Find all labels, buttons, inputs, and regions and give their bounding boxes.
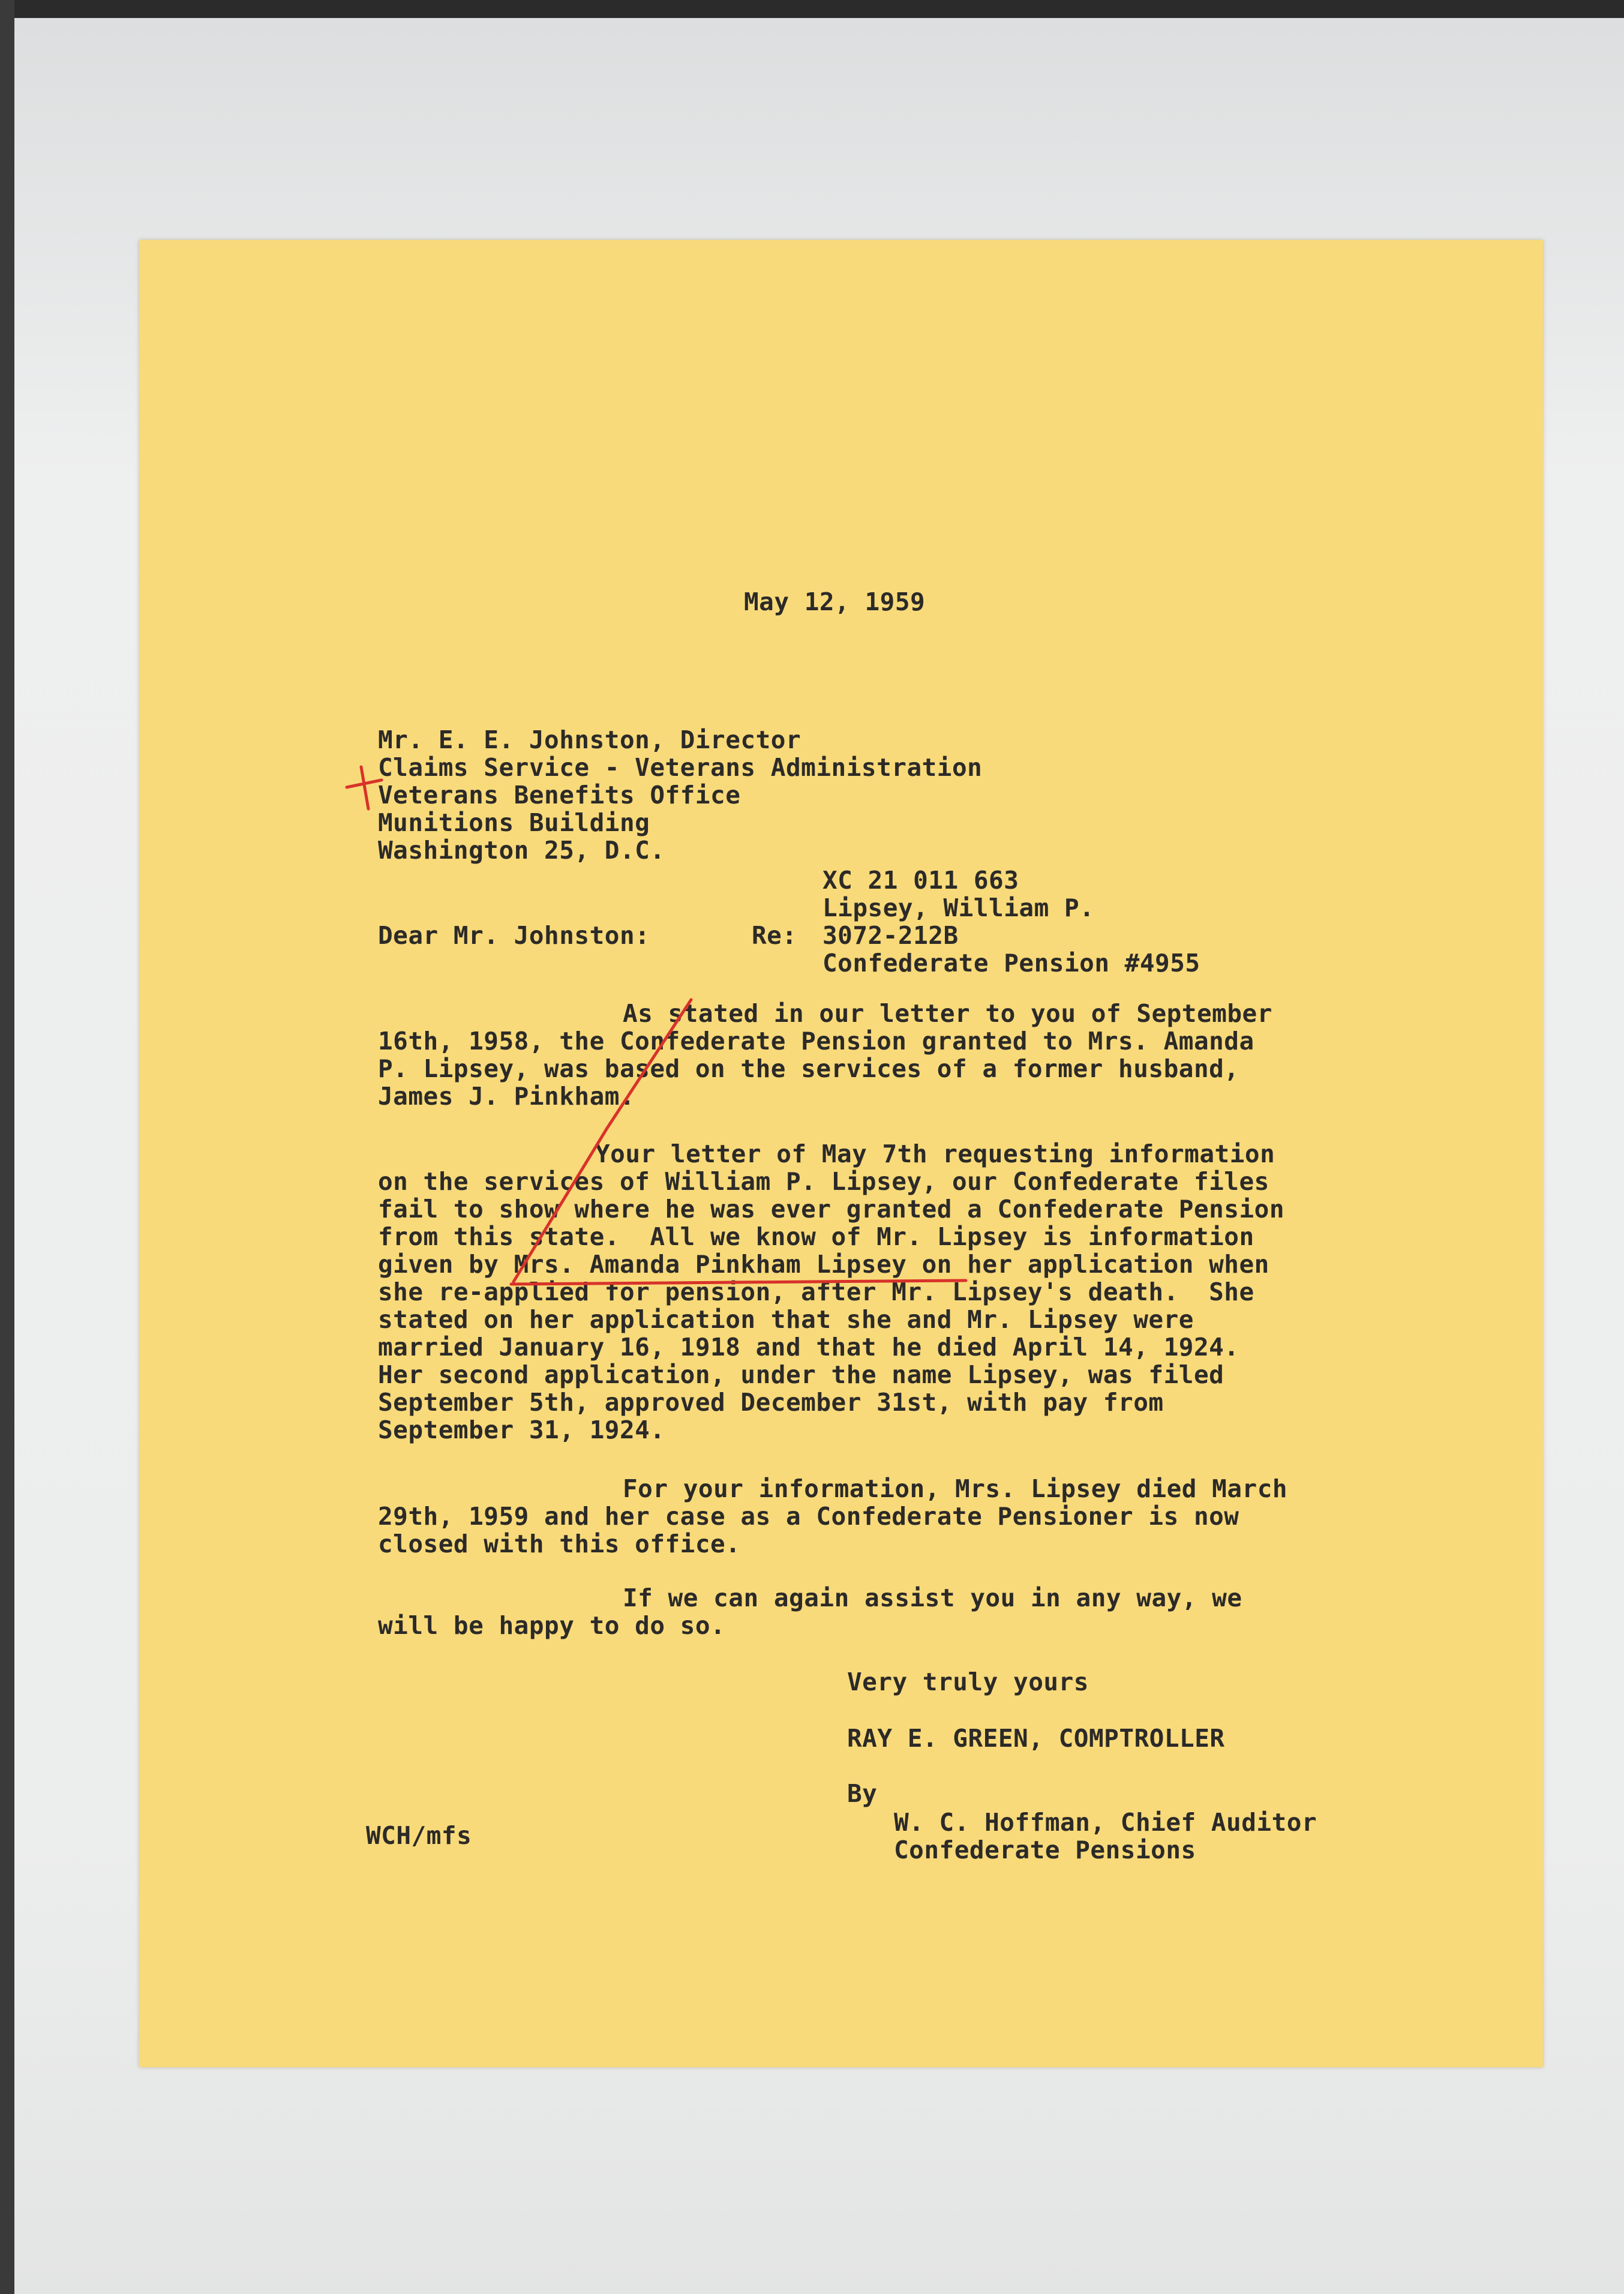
body-line: James J. Pinkham. — [378, 1082, 635, 1111]
body-line: P. Lipsey, was based on the services of a former husband, — [378, 1054, 1239, 1083]
body-line: she re-applied for pension, after Mr. Lipsey's death. She — [378, 1278, 1254, 1306]
signatory-line: Confederate Pensions — [894, 1836, 1196, 1864]
address-line: Munitions Building — [378, 808, 650, 837]
body-line: from this state. All we know of Mr. Lipsey is information — [378, 1222, 1254, 1251]
re-label: Re: — [752, 921, 797, 950]
body-line: fail to show where he was ever granted a Confederate Pension — [378, 1195, 1285, 1224]
reference-name: Lipsey, William P. — [822, 893, 1095, 922]
body-line: will be happy to do so. — [378, 1611, 726, 1640]
body-line: married January 16, 1918 and that he died April 14, 1924. — [378, 1333, 1239, 1362]
body-line: September 31, 1924. — [378, 1416, 665, 1444]
by-label: By — [847, 1779, 878, 1808]
scanner-edge-left — [0, 0, 14, 2294]
signer-name: RAY E. GREEN, COMPTROLLER — [847, 1724, 1225, 1753]
body-line: on the services of William P. Lipsey, our Confederate files — [378, 1167, 1269, 1196]
letter-date: May 12, 1959 — [744, 587, 926, 616]
closing: Very truly yours — [847, 1668, 1089, 1696]
typist-initials: WCH/mfs — [366, 1821, 472, 1850]
body-line: 16th, 1958, the Confederate Pension granted to Mrs. Amanda — [378, 1027, 1254, 1055]
red-cross-mark — [347, 767, 382, 809]
scanner-edge-top — [0, 0, 1624, 18]
letter-page — [139, 240, 1543, 2067]
body-line: As stated in our letter to you of September — [623, 999, 1272, 1028]
file-number: XC 21 011 663 — [822, 866, 1019, 895]
body-line: closed with this office. — [378, 1530, 741, 1558]
body-line: For your information, Mrs. Lipsey died March — [623, 1474, 1288, 1503]
address-line: Veterans Benefits Office — [378, 781, 741, 809]
address-line: Claims Service - Veterans Administration — [378, 753, 983, 782]
body-line: given by Mrs. Amanda Pinkham Lipsey on her application when — [378, 1250, 1269, 1279]
body-line: Your letter of May 7th requesting information — [595, 1139, 1275, 1168]
body-line: Her second application, under the name Lipsey, was filed — [378, 1360, 1224, 1389]
salutation: Dear Mr. Johnston: — [378, 921, 650, 950]
signatory-line: W. C. Hoffman, Chief Auditor — [894, 1808, 1317, 1837]
address-line: Washington 25, D.C. — [378, 836, 665, 865]
address-line: Mr. E. E. Johnston, Director — [378, 725, 802, 754]
body-line: September 5th, approved December 31st, with pay from — [378, 1388, 1164, 1417]
pension-number: Confederate Pension #4955 — [822, 949, 1200, 977]
body-line: stated on her application that she and Mr. Lipsey were — [378, 1305, 1194, 1334]
claim-number: 3072-212B — [822, 921, 959, 950]
body-line: If we can again assist you in any way, we — [623, 1584, 1242, 1612]
body-line: 29th, 1959 and her case as a Confederate Pensioner is now — [378, 1502, 1239, 1531]
